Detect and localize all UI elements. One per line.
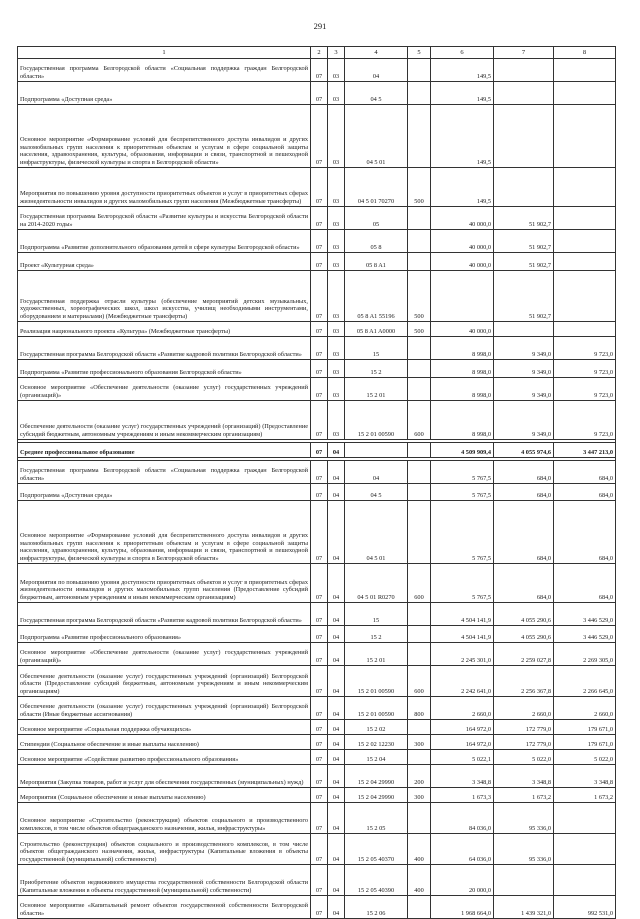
- subsection-code: 03: [328, 378, 345, 401]
- target-article-code: 15 2 05 40390: [345, 865, 408, 896]
- target-article-code: 04: [345, 461, 408, 484]
- target-article-code: 15 2 01 00590: [345, 401, 408, 440]
- amount-col8: 2 269 305,0: [554, 643, 616, 666]
- subsection-code: 03: [328, 168, 345, 207]
- amount-col6: 4 504 141,9: [431, 626, 494, 643]
- expense-type-code: 400: [408, 865, 431, 896]
- subsection-code: 03: [328, 82, 345, 105]
- column-header: 2: [311, 47, 328, 59]
- table-row: [18, 865, 616, 896]
- subsection-code: 03: [328, 105, 345, 168]
- target-article-code: [345, 443, 408, 458]
- subsection-code: 03: [328, 207, 345, 230]
- target-article-code: 04: [345, 59, 408, 82]
- expense-type-code: 400: [408, 834, 431, 865]
- amount-col6: 2 245 301,0: [431, 643, 494, 666]
- table-row: [18, 735, 616, 750]
- row-name: Государственная программа Белгородской области «Развитие кадровой политики Белгородской области»: [18, 603, 311, 626]
- table-row: [18, 643, 616, 666]
- section-code: 07: [311, 59, 328, 82]
- column-header: 7: [494, 47, 554, 59]
- expense-type-code: [408, 378, 431, 401]
- section-code: 07: [311, 603, 328, 626]
- target-article-code: 15 2 02: [345, 720, 408, 735]
- subsection-code: 04: [328, 697, 345, 720]
- amount-col8: [554, 865, 616, 896]
- amount-col7: 4 055 290,6: [494, 626, 554, 643]
- section-code: 07: [311, 207, 328, 230]
- subsection-code: 04: [328, 484, 345, 501]
- target-article-code: 15 2 04 29990: [345, 765, 408, 788]
- section-code: 07: [311, 105, 328, 168]
- amount-col7: 51 902,7: [494, 230, 554, 253]
- row-name: Основное мероприятие «Строительство (реконструкция) объектов социального и производственного комплексов, в том числе объектов общегражданского назначения, жилья, инфраструктуры»: [18, 803, 311, 834]
- table-row: [18, 603, 616, 626]
- section-code: 07: [311, 750, 328, 765]
- section-code: 07: [311, 834, 328, 865]
- amount-col7: [494, 865, 554, 896]
- amount-col6: 40 000,0: [431, 322, 494, 337]
- subsection-code: 04: [328, 461, 345, 484]
- amount-col8: 3 446 529,0: [554, 603, 616, 626]
- amount-col6: 5 767,5: [431, 564, 494, 603]
- section-code: 07: [311, 443, 328, 458]
- amount-col7: 9 349,0: [494, 378, 554, 401]
- amount-col8: [554, 253, 616, 271]
- amount-col8: 992 531,0: [554, 896, 616, 919]
- subsection-code: 03: [328, 337, 345, 360]
- subsection-code: 04: [328, 788, 345, 803]
- amount-col8: 684,0: [554, 461, 616, 484]
- subsection-code: 04: [328, 643, 345, 666]
- section-code: 07: [311, 378, 328, 401]
- subsection-code: 04: [328, 720, 345, 735]
- row-name: Мероприятия по повышению уровня доступности приоритетных объектов и услуг в приоритетных сферах жизнедеятельности инвалидов и других маломобильных групп населения (Межбюджетные трансферты): [18, 168, 311, 207]
- column-header: 6: [431, 47, 494, 59]
- section-code: 07: [311, 735, 328, 750]
- amount-col8: 179 671,0: [554, 720, 616, 735]
- section-code: 07: [311, 643, 328, 666]
- amount-col6: 40 000,0: [431, 230, 494, 253]
- amount-col6: 8 998,0: [431, 378, 494, 401]
- target-article-code: 15 2 02 12230: [345, 735, 408, 750]
- amount-col7: 172 779,0: [494, 735, 554, 750]
- subsection-code: 04: [328, 666, 345, 697]
- subsection-code: 04: [328, 803, 345, 834]
- amount-col6: 149,5: [431, 105, 494, 168]
- subsection-code: 03: [328, 253, 345, 271]
- amount-col7: 9 349,0: [494, 360, 554, 378]
- section-code: 07: [311, 626, 328, 643]
- expense-type-code: [408, 484, 431, 501]
- amount-col6: 40 000,0: [431, 207, 494, 230]
- table-row: [18, 461, 616, 484]
- row-name: Основное мероприятие «Содействие развитию профессионального образования»: [18, 750, 311, 765]
- expense-type-code: [408, 896, 431, 919]
- row-name: Государственная программа Белгородской области «Социальная поддержка граждан Белгородской области»: [18, 461, 311, 484]
- amount-col7: 684,0: [494, 461, 554, 484]
- row-name: Стипендии (Социальное обеспечение и иные выплаты населению): [18, 735, 311, 750]
- subsection-code: 03: [328, 271, 345, 322]
- target-article-code: 05 8 A1 55196: [345, 271, 408, 322]
- target-article-code: 15 2 04 29990: [345, 788, 408, 803]
- amount-col8: 684,0: [554, 564, 616, 603]
- subsection-code: 04: [328, 626, 345, 643]
- amount-col7: [494, 168, 554, 207]
- budget-table: [17, 46, 616, 919]
- target-article-code: 04 5: [345, 82, 408, 105]
- table-row: [18, 322, 616, 337]
- table-row: [18, 484, 616, 501]
- expense-type-code: [408, 59, 431, 82]
- amount-col8: 2 266 645,0: [554, 666, 616, 697]
- target-article-code: 15 2 01: [345, 643, 408, 666]
- section-code: 07: [311, 337, 328, 360]
- amount-col7: 3 348,8: [494, 765, 554, 788]
- row-name: Проект «Культурная среда»: [18, 253, 311, 271]
- amount-col7: 2 259 027,8: [494, 643, 554, 666]
- subsection-code: 04: [328, 896, 345, 919]
- amount-col6: 4 504 141,9: [431, 603, 494, 626]
- subsection-code: 03: [328, 360, 345, 378]
- amount-col7: 4 055 974,6: [494, 443, 554, 458]
- amount-col6: 2 660,0: [431, 697, 494, 720]
- table-row: [18, 564, 616, 603]
- subsection-code: 04: [328, 501, 345, 564]
- table-row: [18, 59, 616, 82]
- amount-col7: 95 336,0: [494, 803, 554, 834]
- table-row: [18, 803, 616, 834]
- table-row: [18, 666, 616, 697]
- row-name: Обеспечение деятельности (оказание услуг) государственных учреждений (организаций) Белгородской области (Предоставление субсидий бюджетным, автономным учреждениям и иным некоммерческим организациям): [18, 666, 311, 697]
- section-code: 07: [311, 461, 328, 484]
- amount-col8: [554, 834, 616, 865]
- target-article-code: 04 5 01 R0270: [345, 564, 408, 603]
- row-name: Государственная программа Белгородской области «Развитие культуры и искусства Белгородской области на 2014-2020 годы»: [18, 207, 311, 230]
- amount-col6: 1 968 664,0: [431, 896, 494, 919]
- subsection-code: 04: [328, 443, 345, 458]
- expense-type-code: [408, 337, 431, 360]
- table-row: [18, 501, 616, 564]
- amount-col8: 2 660,0: [554, 697, 616, 720]
- subsection-code: 04: [328, 735, 345, 750]
- amount-col6: 149,5: [431, 168, 494, 207]
- amount-col8: 3 446 529,0: [554, 626, 616, 643]
- expense-type-code: [408, 720, 431, 735]
- expense-type-code: 500: [408, 168, 431, 207]
- amount-col6: 2 242 641,0: [431, 666, 494, 697]
- row-name: Подпрограмма «Развитие дополнительного образования детей в сфере культуры Белгородской области»: [18, 230, 311, 253]
- row-name: Мероприятия по повышению уровня доступности приоритетных объектов и услуг в приоритетных сферах жизнедеятельности инвалидов и других маломобильных групп населения (Предоставление субсидий бюджетным, автономным учреждениям и иным некоммерческим организациям): [18, 564, 311, 603]
- table-row: [18, 253, 616, 271]
- expense-type-code: [408, 803, 431, 834]
- row-name: Приобретение объектов недвижимого имущества государственной собственности Белгородской области (Капитальные вложения в объекты государственной (муниципальной) собственности): [18, 865, 311, 896]
- amount-col7: 5 022,0: [494, 750, 554, 765]
- expense-type-code: [408, 360, 431, 378]
- subsection-code: 04: [328, 834, 345, 865]
- section-code: 07: [311, 271, 328, 322]
- target-article-code: 15 2 04: [345, 750, 408, 765]
- target-article-code: 05 8: [345, 230, 408, 253]
- row-name: Основное мероприятие «Обеспечение деятельности (оказание услуг) государственных учреждений (организаций)»: [18, 378, 311, 401]
- expense-type-code: [408, 626, 431, 643]
- target-article-code: 15 2: [345, 360, 408, 378]
- amount-col8: [554, 82, 616, 105]
- amount-col6: 40 000,0: [431, 253, 494, 271]
- amount-col8: [554, 59, 616, 82]
- section-code: 07: [311, 564, 328, 603]
- subsection-code: 04: [328, 865, 345, 896]
- amount-col6: 5 022,1: [431, 750, 494, 765]
- amount-col7: 684,0: [494, 501, 554, 564]
- amount-col6: 5 767,5: [431, 484, 494, 501]
- target-article-code: 15 2 05: [345, 803, 408, 834]
- column-header: 1: [18, 47, 311, 59]
- row-name: Подпрограмма «Доступная среда»: [18, 484, 311, 501]
- amount-col8: [554, 168, 616, 207]
- row-name: Обеспечение деятельности (оказание услуг) государственных учреждений (организаций) (Предоставление субсидий бюджетным, автономным учреждениям и иным некоммерческим организациям): [18, 401, 311, 440]
- expense-type-code: [408, 603, 431, 626]
- section-code: 07: [311, 484, 328, 501]
- amount-col7: [494, 82, 554, 105]
- amount-col6: 8 998,0: [431, 360, 494, 378]
- amount-col6: 149,5: [431, 59, 494, 82]
- table-row: [18, 697, 616, 720]
- amount-col8: 684,0: [554, 501, 616, 564]
- target-article-code: 04 5 01: [345, 105, 408, 168]
- target-article-code: 15: [345, 337, 408, 360]
- amount-col8: [554, 803, 616, 834]
- amount-col8: [554, 271, 616, 322]
- expense-type-code: 600: [408, 666, 431, 697]
- row-name: Среднее профессиональное образование: [18, 443, 311, 458]
- subsection-code: 04: [328, 603, 345, 626]
- table-row: [18, 105, 616, 168]
- expense-type-code: [408, 105, 431, 168]
- target-article-code: 15: [345, 603, 408, 626]
- expense-type-code: 300: [408, 788, 431, 803]
- amount-col7: 9 349,0: [494, 337, 554, 360]
- amount-col6: 1 673,3: [431, 788, 494, 803]
- amount-col7: 4 055 290,6: [494, 603, 554, 626]
- target-article-code: 04 5 01 70270: [345, 168, 408, 207]
- amount-col8: 5 022,0: [554, 750, 616, 765]
- table-row: [18, 720, 616, 735]
- section-code: 07: [311, 168, 328, 207]
- expense-type-code: 200: [408, 765, 431, 788]
- amount-col8: 684,0: [554, 484, 616, 501]
- column-header: 8: [554, 47, 616, 59]
- expense-type-code: 800: [408, 697, 431, 720]
- section-code: 07: [311, 896, 328, 919]
- expense-type-code: 600: [408, 564, 431, 603]
- section-code: 07: [311, 253, 328, 271]
- section-code: 07: [311, 401, 328, 440]
- amount-col6: 4 509 909,4: [431, 443, 494, 458]
- amount-col6: 20 000,0: [431, 865, 494, 896]
- section-code: 07: [311, 360, 328, 378]
- table-row: [18, 168, 616, 207]
- amount-col6: [431, 271, 494, 322]
- amount-col8: 9 723,0: [554, 378, 616, 401]
- row-name: Реализация национального проекта «Культура» (Межбюджетные трансферты): [18, 322, 311, 337]
- expense-type-code: [408, 207, 431, 230]
- amount-col6: 149,5: [431, 82, 494, 105]
- target-article-code: 04 5: [345, 484, 408, 501]
- subsection-code: 04: [328, 765, 345, 788]
- amount-col8: 9 723,0: [554, 360, 616, 378]
- subsection-code: 04: [328, 750, 345, 765]
- amount-col7: 51 902,7: [494, 253, 554, 271]
- amount-col7: 1 439 321,0: [494, 896, 554, 919]
- table-row: [18, 337, 616, 360]
- table-row: [18, 765, 616, 788]
- amount-col8: [554, 230, 616, 253]
- table-row: [18, 378, 616, 401]
- row-name: Подпрограмма «Развитие профессионального образования»: [18, 626, 311, 643]
- subsection-code: 04: [328, 564, 345, 603]
- expense-type-code: 500: [408, 322, 431, 337]
- table-row: [18, 750, 616, 765]
- amount-col8: 3 348,8: [554, 765, 616, 788]
- row-name: Основное мероприятие «Капитальный ремонт объектов государственной собственности Белгородской области»: [18, 896, 311, 919]
- table-row: [18, 626, 616, 643]
- expense-type-code: [408, 461, 431, 484]
- row-name: Мероприятия (Социальное обеспечение и иные выплаты населению): [18, 788, 311, 803]
- row-name: Обеспечение деятельности (оказание услуг) государственных учреждений (организаций) Белгородской области (Иные бюджетные ассигнования): [18, 697, 311, 720]
- amount-col7: 684,0: [494, 484, 554, 501]
- amount-col7: 9 349,0: [494, 401, 554, 440]
- amount-col6: 5 767,5: [431, 501, 494, 564]
- expense-type-code: [408, 643, 431, 666]
- row-name: Основное мероприятие «Обеспечение деятельности (оказание услуг) государственных учреждений (организаций)»: [18, 643, 311, 666]
- amount-col7: 2 660,0: [494, 697, 554, 720]
- target-article-code: 05: [345, 207, 408, 230]
- amount-col7: 684,0: [494, 564, 554, 603]
- amount-col6: 3 348,8: [431, 765, 494, 788]
- subsection-code: 03: [328, 401, 345, 440]
- amount-col7: 51 902,7: [494, 271, 554, 322]
- expense-type-code: [408, 253, 431, 271]
- row-name: Основное мероприятие «Социальная поддержка обучающихся»: [18, 720, 311, 735]
- amount-col7: 95 336,0: [494, 834, 554, 865]
- target-article-code: 15 2 01 00590: [345, 697, 408, 720]
- target-article-code: 15 2 06: [345, 896, 408, 919]
- row-name: Подпрограмма «Доступная среда»: [18, 82, 311, 105]
- subsection-code: 03: [328, 322, 345, 337]
- section-code: 07: [311, 720, 328, 735]
- column-header: 5: [408, 47, 431, 59]
- section-code: 07: [311, 803, 328, 834]
- amount-col6: 164 972,0: [431, 720, 494, 735]
- section-code: 07: [311, 788, 328, 803]
- amount-col8: [554, 207, 616, 230]
- amount-col7: 51 902,7: [494, 207, 554, 230]
- table-row: [18, 207, 616, 230]
- section-code: 07: [311, 322, 328, 337]
- table-row: [18, 360, 616, 378]
- section-code: 07: [311, 501, 328, 564]
- section-code: 07: [311, 765, 328, 788]
- amount-col7: 2 256 367,8: [494, 666, 554, 697]
- target-article-code: 15 2 01: [345, 378, 408, 401]
- subsection-code: 03: [328, 230, 345, 253]
- row-name: Государственная программа Белгородской области «Социальная поддержка граждан Белгородской области»: [18, 59, 311, 82]
- section-code: 07: [311, 697, 328, 720]
- row-name: Подпрограмма «Развитие профессионального образования Белгородской области»: [18, 360, 311, 378]
- subsection-code: 03: [328, 59, 345, 82]
- section-total-row: [18, 443, 616, 458]
- amount-col6: 8 998,0: [431, 401, 494, 440]
- amount-col7: [494, 322, 554, 337]
- row-name: Строительство (реконструкция) объектов социального и производственного комплексов, в том числе объектов общегражданского назначения, жилья, инфраструктуры (Капитальные вложения в объекты государственной (муниципальной) собственности): [18, 834, 311, 865]
- row-name: Основное мероприятие «Формирование условий для беспрепятственного доступа инвалидов и других маломобильных групп населения к приоритетным объектам и услугам в сфере социальной защиты населения, здравоохранения, культуры, образования, информации и связи, транспортной и пешеходной инфраструктуры, физической культуры и спорта в Белгородской области»: [18, 105, 311, 168]
- amount-col8: 179 671,0: [554, 735, 616, 750]
- expense-type-code: [408, 82, 431, 105]
- expense-type-code: [408, 750, 431, 765]
- amount-col8: 9 723,0: [554, 401, 616, 440]
- amount-col6: 164 972,0: [431, 735, 494, 750]
- expense-type-code: 500: [408, 271, 431, 322]
- amount-col7: 1 673,2: [494, 788, 554, 803]
- target-article-code: 04 5 01: [345, 501, 408, 564]
- section-code: 07: [311, 230, 328, 253]
- expense-type-code: 600: [408, 401, 431, 440]
- table-row: [18, 401, 616, 440]
- amount-col6: 5 767,5: [431, 461, 494, 484]
- table-row: [18, 230, 616, 253]
- section-code: 07: [311, 82, 328, 105]
- target-article-code: 05 8 A1 A0000: [345, 322, 408, 337]
- expense-type-code: [408, 230, 431, 253]
- table-row: [18, 788, 616, 803]
- amount-col8: 3 447 213,0: [554, 443, 616, 458]
- page-number: 291: [313, 21, 327, 31]
- amount-col8: 9 723,0: [554, 337, 616, 360]
- table-row: [18, 82, 616, 105]
- amount-col8: 1 673,2: [554, 788, 616, 803]
- column-header: 4: [345, 47, 408, 59]
- target-article-code: 15 2: [345, 626, 408, 643]
- section-code: 07: [311, 865, 328, 896]
- expense-type-code: [408, 443, 431, 458]
- amount-col8: [554, 322, 616, 337]
- amount-col6: 84 036,0: [431, 803, 494, 834]
- row-name: Мероприятия (Закупка товаров, работ и услуг для обеспечения государственных (муниципальных) нужд): [18, 765, 311, 788]
- row-name: Основное мероприятие «Формирование условий для беспрепятственного доступа инвалидов и других маломобильных групп населения к приоритетным объектам и услугам в сфере социальной защиты населения, здравоохранения, культуры, образования, информации и связи, транспортной и пешеходной инфраструктуры, физической культуры и спорта в Белгородской области»: [18, 501, 311, 564]
- row-name: Государственная поддержка отрасли культуры (обеспечение мероприятий детских музыкальных, художественных, хореографических школ, школ искусства, училищ необходимыми инструментами, оборудованием и материалами) (Межбюджетные трансферты): [18, 271, 311, 322]
- amount-col7: [494, 59, 554, 82]
- amount-col7: [494, 105, 554, 168]
- row-name: Государственная программа Белгородской области «Развитие кадровой политики Белгородской области»: [18, 337, 311, 360]
- target-article-code: 15 2 01 00590: [345, 666, 408, 697]
- expense-type-code: [408, 501, 431, 564]
- table-row: [18, 834, 616, 865]
- column-header: 3: [328, 47, 345, 59]
- amount-col6: 64 036,0: [431, 834, 494, 865]
- expense-type-code: 300: [408, 735, 431, 750]
- amount-col7: 172 779,0: [494, 720, 554, 735]
- section-code: 07: [311, 666, 328, 697]
- table-row: [18, 271, 616, 322]
- amount-col8: [554, 105, 616, 168]
- amount-col6: 8 998,0: [431, 337, 494, 360]
- table-row: [18, 896, 616, 919]
- target-article-code: 05 8 A1: [345, 253, 408, 271]
- target-article-code: 15 2 05 40370: [345, 834, 408, 865]
- table-header-row: [18, 47, 616, 59]
